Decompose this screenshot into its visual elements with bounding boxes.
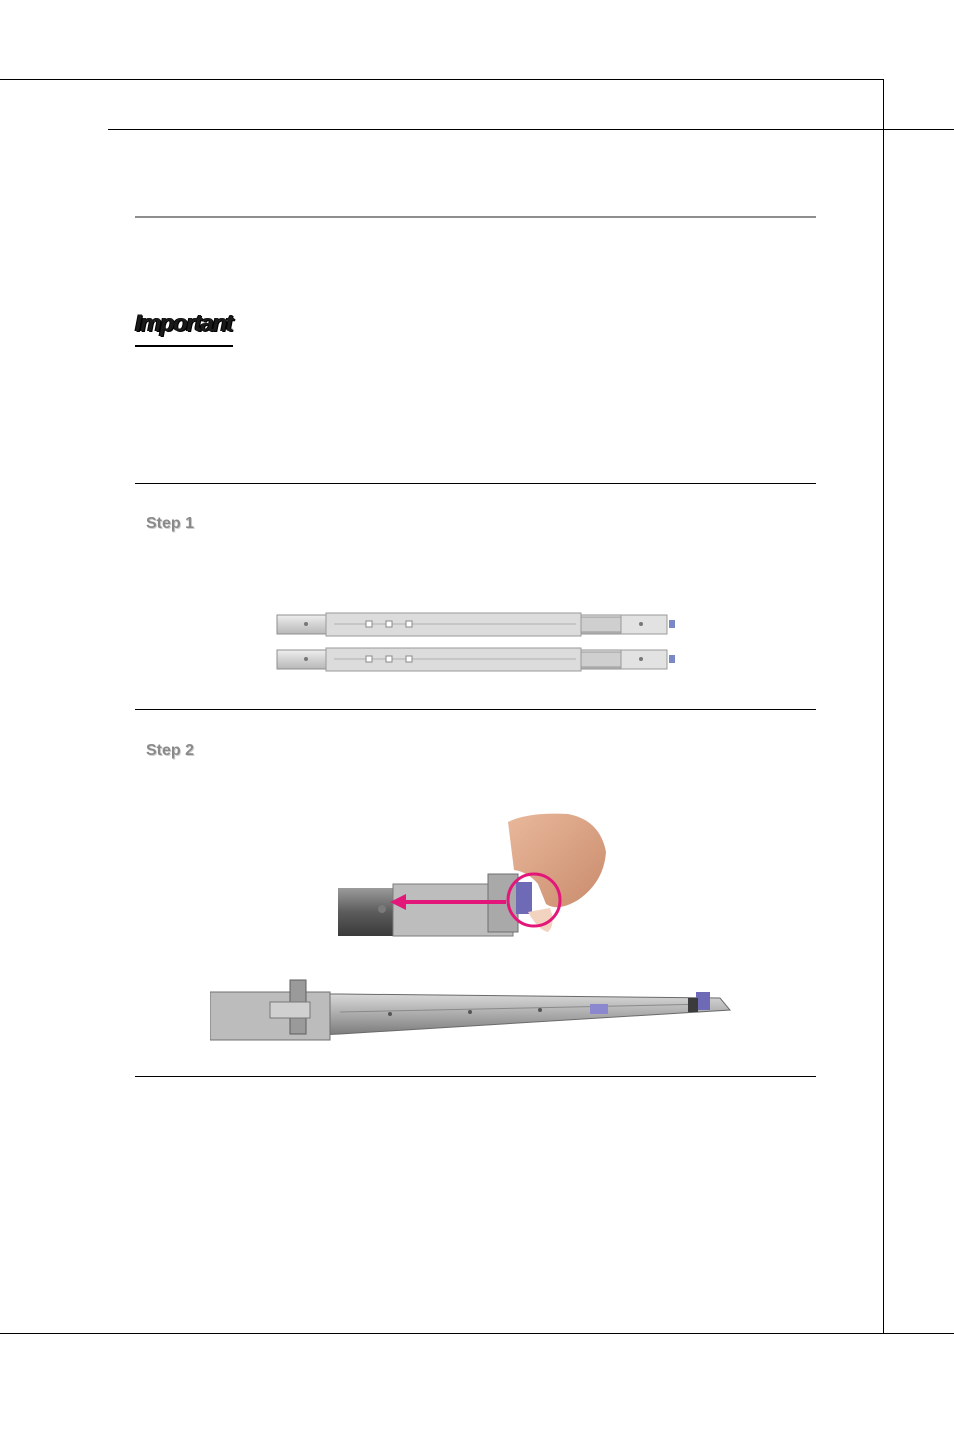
header-rule: [108, 129, 954, 130]
section-divider-3: [135, 709, 816, 710]
bottom-frame-rule: [0, 1333, 954, 1334]
rail-bottom: [277, 648, 675, 671]
step-2-label: Step 2: [146, 742, 195, 759]
rail-pair-photo: [276, 612, 688, 672]
extended-rail-photo: [210, 976, 742, 1044]
step-1-label: Step 1: [146, 515, 195, 532]
rail-release-tab-photo: [338, 812, 610, 944]
section-divider-4: [135, 1076, 816, 1077]
important-heading: Important: [135, 310, 233, 337]
important-underline: [135, 345, 233, 347]
top-frame-rule: [0, 79, 884, 80]
right-frame-rule: [883, 79, 884, 1334]
rail-top: [277, 613, 675, 636]
section-divider-2: [135, 483, 816, 484]
section-divider-1: [135, 216, 816, 218]
